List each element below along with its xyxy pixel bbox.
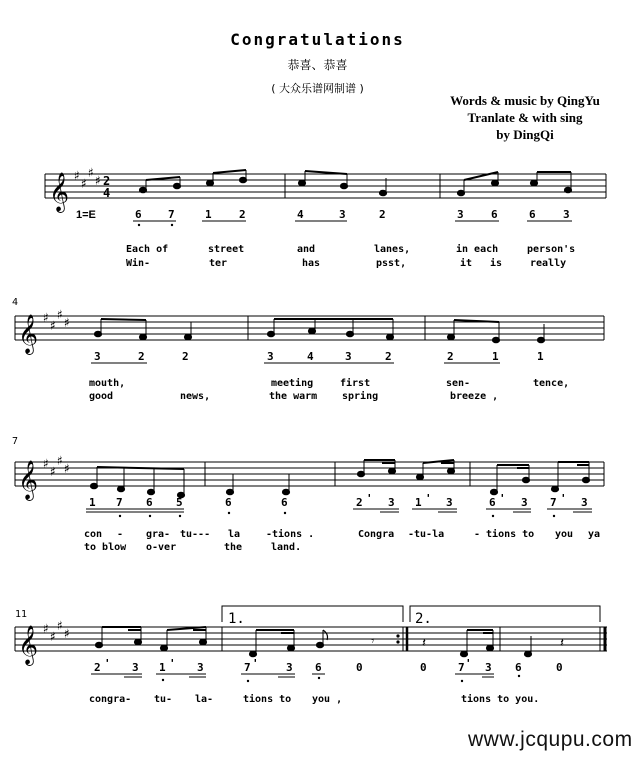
treble-clef-icon: 𝄞 [18,460,39,500]
octave-dots-4 [162,675,520,682]
svg-text:7: 7 [550,496,557,509]
dotted-marks-3 [366,492,567,505]
svg-text:good: good [89,391,114,402]
svg-text:♯: ♯ [87,166,95,181]
svg-text:6: 6 [146,496,153,509]
notes-system-2 [94,319,544,343]
svg-text:6: 6 [489,496,496,509]
svg-text:2: 2 [239,208,246,221]
key-signature-icon [42,308,71,334]
svg-text:1: 1 [205,208,212,221]
svg-text:3: 3 [267,350,274,363]
svg-text:land.: land. [271,542,302,553]
svg-text:Win-: Win- [126,258,151,269]
treble-clef-icon: 𝄞 [49,172,70,212]
svg-text:♯: ♯ [63,627,71,642]
svg-text:first: first [340,378,371,389]
treble-clef-icon: 𝄞 [18,314,39,354]
svg-text:♯: ♯ [56,308,64,323]
svg-text:la: la [228,529,241,540]
key-signature-icon [42,619,71,645]
quarter-rest-icon: 𝄽 [560,636,564,651]
svg-text:has: has [302,258,321,269]
key-signature-icon [73,166,102,192]
svg-text:person's: person's [527,244,576,255]
song-subtitle: 恭喜、恭喜 [287,58,348,72]
jianpu-underlines-4 [91,674,494,677]
svg-text:': ' [104,657,111,670]
svg-text:2: 2 [379,208,386,221]
lyrics-system-2-line-2 [89,390,498,402]
svg-text:mouth,: mouth, [89,378,126,389]
treble-clef-icon: 𝄞 [18,625,39,665]
svg-text:3: 3 [197,661,204,674]
svg-text:tence,: tence, [533,378,570,389]
lyrics-system-3-line-2 [84,542,301,553]
svg-text:♯: ♯ [49,319,57,334]
svg-text:tu---: tu--- [180,529,211,540]
svg-text:it: it [460,258,473,269]
jianpu-system-4 [94,661,563,674]
svg-text:2: 2 [138,350,145,363]
svg-text:♯: ♯ [73,169,81,184]
svg-text:1: 1 [159,661,166,674]
svg-text:really: really [530,258,567,269]
song-title: Congratulations [230,30,405,49]
score-source: ( 大众乐谱网制谱 ) [271,82,364,95]
lyrics-system-1-line-1 [126,243,575,255]
jianpu-system-3 [89,496,588,509]
svg-text:6: 6 [281,496,288,509]
svg-text:4: 4 [307,350,314,363]
svg-text:to blow: to blow [84,542,127,553]
svg-text:5: 5 [176,496,183,509]
svg-text:♯: ♯ [56,619,64,634]
notes-system-4 [95,627,531,657]
svg-text:7: 7 [244,661,251,674]
svg-text:♯: ♯ [42,311,50,326]
svg-text:6: 6 [225,496,232,509]
system-4 [15,606,607,651]
svg-text:': ' [252,657,259,670]
svg-text:0: 0 [420,661,427,674]
svg-text:news,: news, [180,391,211,402]
svg-text:3: 3 [339,208,346,221]
time-sig-bottom: 4 [103,186,111,200]
svg-text:ya: ya [588,529,601,540]
svg-text:breeze ,: breeze , [450,391,499,402]
svg-text:the: the [224,542,243,553]
svg-text:♯: ♯ [42,457,50,472]
svg-text:6: 6 [491,208,498,221]
svg-text:gra-: gra- [146,529,171,540]
octave-dots-3 [119,512,555,517]
svg-text:2: 2 [182,350,189,363]
svg-text:3: 3 [563,208,570,221]
svg-text:o-ver: o-ver [146,542,177,553]
svg-text:-tu-la: -tu-la [408,529,445,540]
svg-text:3: 3 [485,661,492,674]
svg-text:1: 1 [415,496,422,509]
svg-text:3: 3 [581,496,588,509]
svg-text:- tions to: - tions to [474,529,535,540]
svg-text:2: 2 [447,350,454,363]
svg-text:meeting: meeting [271,378,314,389]
svg-text:3: 3 [388,496,395,509]
svg-text:♯: ♯ [80,177,88,192]
measure-number-11: 11 [15,609,28,620]
svg-text:you ,: you , [312,694,343,705]
time-sig-top: 2 [103,174,111,188]
svg-text:7: 7 [458,661,465,674]
jianpu-system-1 [135,208,570,221]
svg-text:the warm: the warm [269,391,318,402]
svg-text:1: 1 [537,350,544,363]
svg-text:tions to you.: tions to you. [461,694,540,705]
site-watermark: www.jcqupu.com [468,728,633,751]
jianpu-underlines-3 [86,509,592,512]
svg-text:♯: ♯ [94,174,102,189]
svg-text:': ' [366,492,373,505]
svg-text:♯: ♯ [49,465,57,480]
svg-text:in each: in each [456,244,499,255]
measure-number-4: 4 [12,297,19,308]
lyrics-system-1-line-2 [126,257,566,269]
svg-text:♯: ♯ [63,316,71,331]
svg-text:tions to: tions to [243,694,292,705]
svg-text:6: 6 [315,661,322,674]
svg-text:sen-: sen- [446,378,471,389]
quarter-rest-icon: 𝄽 [422,636,426,651]
svg-text:7: 7 [116,496,123,509]
svg-text:0: 0 [556,661,563,674]
key-label: 1=E [76,209,96,221]
svg-text:and: and [297,244,316,255]
system-1 [45,174,606,198]
svg-text:1: 1 [89,496,96,509]
svg-text:3: 3 [286,661,293,674]
svg-text:-: - [117,529,124,540]
svg-text:0: 0 [356,661,363,674]
svg-text:3: 3 [457,208,464,221]
svg-text:': ' [465,657,472,670]
svg-text:street: street [208,244,245,255]
svg-text:psst,: psst, [376,258,407,269]
svg-text:congra-: congra- [89,694,132,705]
svg-text:3: 3 [132,661,139,674]
svg-text:': ' [169,657,176,670]
svg-text:3: 3 [521,496,528,509]
svg-text:ter: ter [209,258,228,269]
octave-dots-1 [138,224,173,226]
svg-text:2: 2 [385,350,392,363]
credit-line-words: Words & music by QingYu [450,93,600,108]
svg-text:2: 2 [356,496,363,509]
svg-text:♯: ♯ [56,454,64,469]
svg-text:♯: ♯ [63,462,71,477]
svg-text:-tions .: -tions . [266,529,315,540]
svg-text:Congra: Congra [358,529,395,540]
svg-text:6: 6 [529,208,536,221]
credit-line-translate: Tranlate & with sing [467,110,583,125]
second-ending-label: 2. [415,611,432,627]
key-signature-icon [42,454,71,480]
svg-text:1: 1 [492,350,499,363]
measure-number-7: 7 [12,436,19,447]
lyrics-system-3-line-1 [84,528,600,540]
svg-text:3: 3 [345,350,352,363]
svg-text:3: 3 [446,496,453,509]
svg-text:6: 6 [135,208,142,221]
svg-text:♯: ♯ [42,622,50,637]
svg-text:3: 3 [94,350,101,363]
svg-text:6: 6 [515,661,522,674]
svg-text:la-: la- [195,694,214,705]
svg-text:is: is [490,258,503,269]
lyrics-system-2-line-1 [89,377,569,389]
svg-text:': ' [560,492,567,505]
svg-text:': ' [425,492,432,505]
svg-text:you: you [555,529,574,540]
svg-text:con: con [84,529,103,540]
svg-text:Each of: Each of [126,244,169,255]
jianpu-system-2 [94,350,544,363]
svg-text:2: 2 [94,661,101,674]
lyrics-system-4-line-1 [89,693,539,705]
svg-text:lanes,: lanes, [374,244,411,255]
svg-text:4: 4 [297,208,304,221]
svg-text:': ' [499,492,506,505]
credit-line-singer: by DingQi [496,127,554,142]
eighth-rest-icon: 𝄾 [371,634,375,649]
svg-text:tu-: tu- [154,694,173,705]
svg-text:7: 7 [168,208,175,221]
svg-text:♯: ♯ [49,630,57,645]
notes-system-3 [90,460,589,498]
first-ending-label: 1. [228,611,245,627]
svg-text:spring: spring [342,391,379,402]
